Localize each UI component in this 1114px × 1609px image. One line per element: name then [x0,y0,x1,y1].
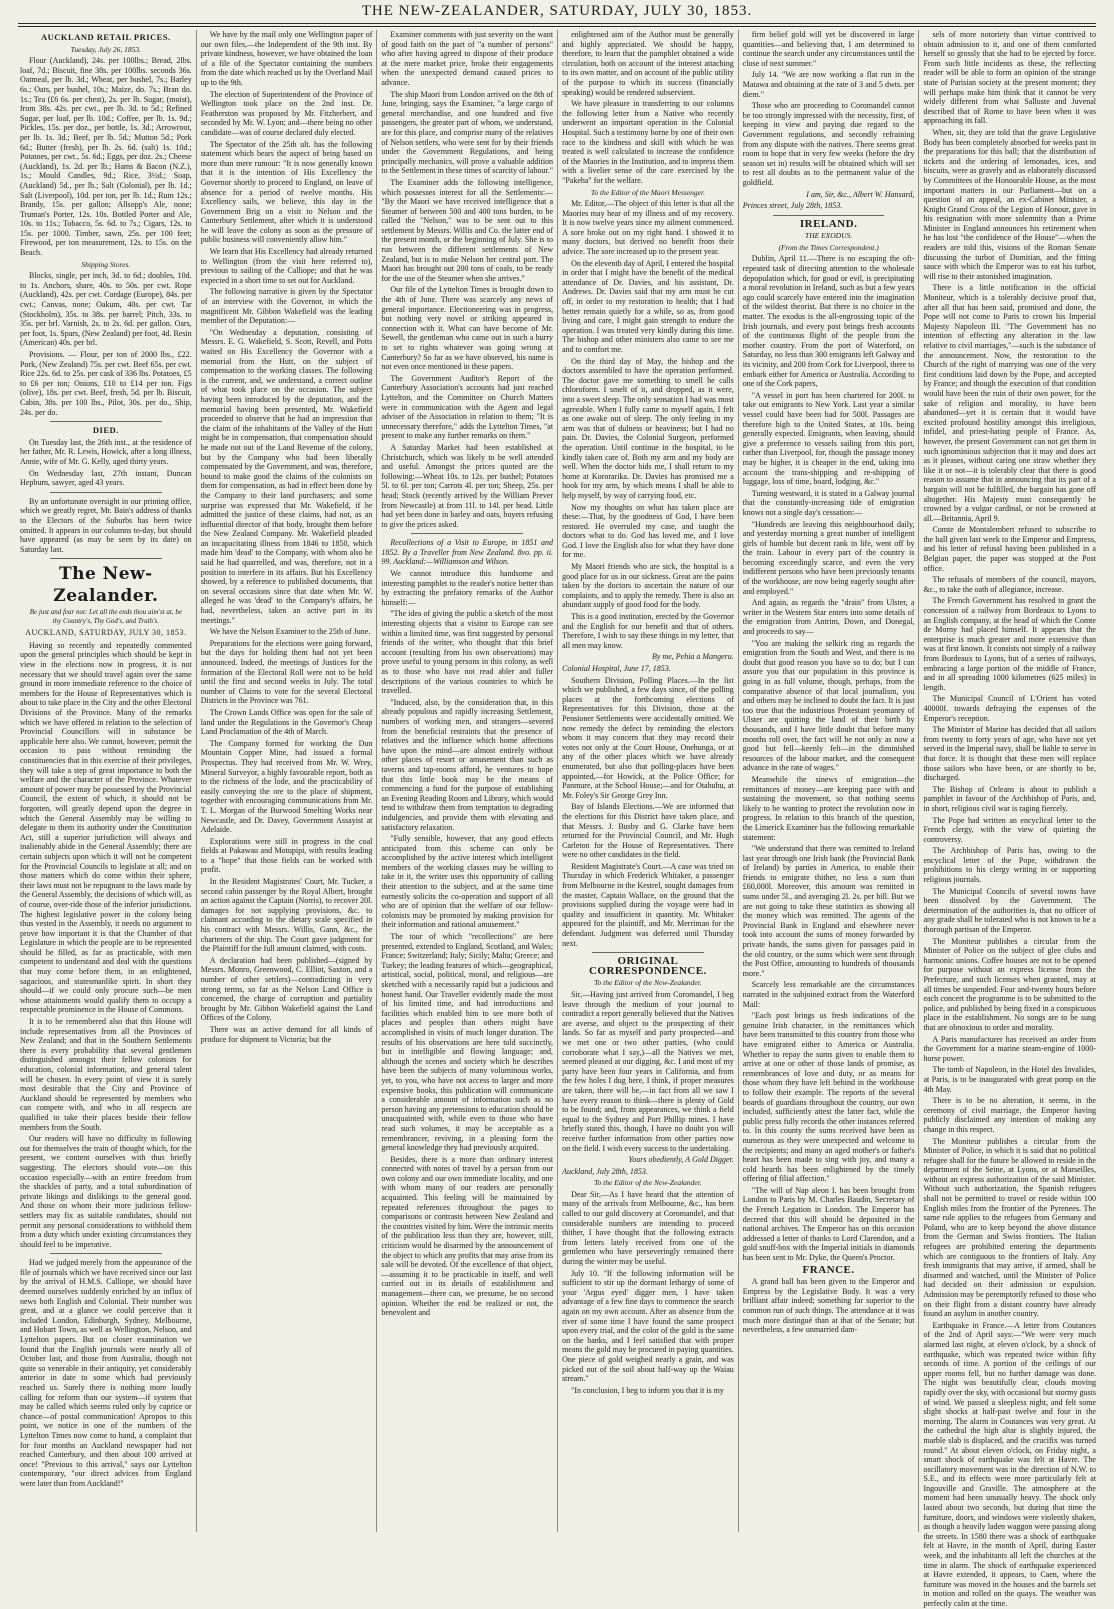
letter-signature: Yours obediently, A Gold Digger. [628,1155,734,1165]
column-6 [919,30,1100,1608]
article-paragraph: We cannot introduce this handsome and interesting pamphlet to the reader's notice better than by extracting the prefatory remarks of the Author himself:— [381,569,554,607]
editorial-paragraph: It is to be remembered also that this House will include representatives from all the Provinces of New Zealand; and that in the Southern Settlements there is every probability that several gentlemen distinguished amongst their fellow colonists for education, colonial information, and general talent will be chosen. In every point of view it is surely most desirable that the City and Province of Auckland should be represented by members who can compete with, and who in all respects are qualified to take their places beside their fellow members from the South. [20,1017,192,1132]
letter-address: To the Editor of the New-Zealander. [594,1178,702,1188]
article-paragraph: When, sir, they are told that the grave Legislative Body has been completely absorbed for weeks past in the preparations for this ball; that the distribution of tickets and the ordering of lemonades, ices, and biscuits, were as gravely and as elaborately discussed by Committees of the Honourable House, as the most important matters in our Parliament—but on a question of an appeal, an ex-Cabinet Minister, a Knight Grand Cross of the Legion of Honour, gave in his resignation with more solemnity than a Prime Minister in England announces his retirement when he has lost "the confidence of the House"—when the readers are told this, visions of the Roman Senate discussing the turbot of Domitian, and the fitting sauce with which the Emperor was to eat his turbot, will rise to their astonished imagination. [923,127,1096,281]
article-paragraph: "The will of Nap aleon I. has been brought from London to Paris by M. Charles Baudin, Secretary of the French Legation in London. The Emperor has decreed that this will should be deposited in the national archives. The Emperor has on this occasion addressed a letter of thanks to Lord Clarendon, and a gold snuff-box with the Imperial initials in diamonds has been sent to Mr. Dyke, the Queen's Proctor. [742,1185,915,1263]
article-paragraph: Besides, there is a more than ordinary interest connected with notes of travel by a person from our own colony and our own immediate locality, and one with whom many of our readers are personally acquainted. This feeling will be maintained by repeated references throughout the pages to comparisons or contrasts between New Zealand and the countries visited by him. Were the intrinsic merits of the publication less than they are, however, still, criticism would be disarmed by the announcement of the object to which any profits that may arise from its sale will be devoted. Of the excellence of that object, —assuming it to be practicable in itself, and well carried out in its details of establishment and management—there can, we presume, be no second opinion. Whether the end be realized or not, the benevolent and [381,1154,554,1318]
article-paragraph: "Fully sensible, however, that any good effects anticipated from this scheme can only be accomplished by the active interest which intelligent members of the working classes may be willing to take in it, the writer uses this opportunity of calling their attention to the subject, and at the same time earnestly solicits the co-operation and support of all who are of opinion that the welfare of our fellow-colonists may be promoted by making provision for their information and rational amusement." [381,834,554,930]
article-paragraph: The Crown Lands Office was open for the sale of land under the Regulations in the Governor's Cheap Land Proclamation of the 4th of March. [200,707,373,737]
letter-paragraph: On the eleventh day of April, I entered the hospital in order that I might have the benefit of the medical attendance of Dr. Davies, and his assistant, Dr. Andrews. Dr. Davies said that my arm must be cut off, in order to my restoration to health; that I had better remain quietly for a while, so as, from good living and care, I might gain strength to endure the operation. I was treated very kindly during this time. The bishop and other ministers also came to see me and to comfort me. [562,258,734,354]
letter-paragraph: Dear Sir,—As I have heard that the attention of many of the arrivals from Melbourne, &c., has been called to our gold discovery at Coromandel, and that considerable numbers are intending to proceed thither, I have thought that the following extracts from letters lately received from one of the gentlemen who have perseveringly remained there during the winter may be useful. [562,1189,734,1267]
article-paragraph: The Company formed for working the Dun Mountain Copper Mine, had issued a formal Prospectus. They had received from Mr. W. Wrey, Mineral Surveyor, a highly favourable report, both as to the richness of the lode, and the practicability of easily conveying the ore to the place of shipment, together with encouraging communications from Mr. T. L. Morgan of the Burwood Smelting Works near Newcastle, and Dr. Davey, Government Assayist at Adelaide. [200,738,373,835]
article-paragraph: The following narrative is given by the Spectator of an interview with the Governor, in which the magnificent Mr. Gibbon Wakefield was the leading member of the Deputation:— [200,287,373,326]
article-paragraph: Examiner comments with just severity on the want of good faith on the part of "a number of persons" who after having agreed to dispose of their produce at the mere market price, broke their engagements when the unexpected demand caused prices to advance. [381,30,554,87]
correspondence-heading: ORIGINAL CORRESPONDENCE. [588,955,707,977]
masthead-rule [18,23,1096,24]
provisions-text: Provisions. — Flour, per ton of 2000 lbs., £22. Pork, (New Zealand) 75s. per cwt. Beef 65s. per cwt. Rice 22s. 6d. to 25s. per cask of 336 lbs. Potatoes, £5 to £6 per ton; Onions, £10 to £14 per ton. Figs (olive), 18s. per cwt. Beef, fresh, 5d. per lb. Biscuit, Cabin, 38s. per 100 lbs., Pilot, 30s. per do., Ship, 24s. per do. [20,350,192,417]
letter-paragraph: Mr. Editor,—The object of this letter is that all the Maories may hear of my illness and of my recovery. It is now twelve years since my ailment commenced. A sore broke out on my right hand. I showed it to many doctors, but derived no benefit from their advice. The sore increased up to the present year. [562,199,734,257]
article-paragraph: Meanwhile the sinews of emigration—the remittances of money—are keeping pace with and sustaining the movement, so that nothing seems likely to be wanting to protect the revolution now in progress. In relation to this branch of the question, the Limerick Examiner has the following remarkable statement: [742,774,915,842]
letter-address: To the Editor of the Maori Messenger. [590,187,705,197]
column-1 [16,30,197,1532]
article-paragraph: The ship Maori from London arrived on the 8th of June, bringing, says the Examiner, "a large cargo of general merchandise, and one hundred and five passengers, the greater part of whom, we understand, are for this place, and comprise many of the relatives of Nelson settlers, who were sent for by their friends under the Government Regulations, and being principally mechanics, will prove a valuable addition to the Settlement in these times of scarcity of labour." [381,89,554,176]
letter-place: Princes street, July 28th, 1853. [742,201,843,211]
article-paragraph: The tomb of Napoleon, in the Hotel des Invalides, at Paris, is to be inaugurated with great pomp on the 4th May. [923,1065,1096,1094]
separator [50,1253,162,1254]
letter-paragraph: July 10. "If the following information will be sufficient to stir up the dormant lethargy of some of your 'Argus eyed' digger men, I have taken advantage of a few fine days to commence the search again on my own account. After an absence from the river of some time I have found the same prospect upon every trial, and the color of the gold is the same on the banks, and I feel satisfied that with proper means the gold may be procured in paying quantities. One piece of gold weighed nearly a grain, and was picked out of the soil about half-way up the Waiau stream." [562,1268,734,1384]
article-paragraph: The Examiner adds the following intelligence, which possesses interest for all the Settlements:— "By the Maori we have received intelligence that a Steamer of between 500 and 400 tons burden, to be called the "Nelson," was to be sent out to this settlement by Messrs. Willis and Co. the latter end of the present month, or the beginning of July. She is to run between the different settlements of New Zealand, but is to make Nelson her central port. The Maori has brought out 200 tons of coals, to be ready for the use of the Steamer when she arrives." [381,177,554,283]
article-paragraph: A Saturday Market had been established at Christchurch, which was likely to be well attended and useful. Amongst the prices quoted are the following:—Wheat 10s. to 12s. per bushel; Potatoes 5l. to 6l. per ton; Carrots 4l. per ton; Sheep, 25s. per head; Stock (recently arrived by the William Prever from Newcastle) at from 11l. to 14l. per head. Little had yet been done in barley and oats, buyers refusing to give the prices asked. [381,442,554,529]
letter-signature: By me, Pehia a Mangeru. [651,652,734,662]
shipping-stores-heading: Shipping Stores. [81,259,131,269]
editorial-dateline: AUCKLAND, SATURDAY, JULY 30, 1853. [25,628,187,638]
article-paragraph: Bay of Islands Elections.—We are informed that the elections for this District have taken place, and that Messrs. J. Busby and G. Clarke have been returned for the Provincial Council, and Mr. Hugh Carleton for the House of Representatives. There were no other candidates in the field. [562,802,734,860]
column-5 [739,30,920,1532]
article-paragraph: A declaration had been published—(signed by Messrs. Monro, Greenwood, C. Elliot, Saxton, and a number of other settlers)—contradicting in very strong terms, so far as the Nelson Land Office is concerned, the charge of corruption and partiality brought by Mr. Gibbon Wakefield against the Land Offices of the Colony. [200,955,373,1023]
article-paragraph: The refusals of members of the council, mayors, &c., to take the oath of allegiance, increase. [923,575,1096,594]
france-heading: FRANCE. [802,1263,855,1276]
article-paragraph: The Moniteur publishes a circular from the Minister of Police, in which it is said that no political refugee shall for the future be allowed to reside in the department of the Seine, at Lyons, or at Marseilles, without an express authorization of the said Minister. Without such authorization, the Spanish refugees shall not be permitted to travel or reside within 100 English miles from the frontier of the Pyrenees. The same rule applies to the refugees from Germany and Poland, who are to keep beyond the above distance from the German and Swiss frontiers. The Italian refugees are prohibited entering the departments which are contiguous to the frontiers of Italy. Any fresh immigrants that may arrive, if armed, shall be disarmed and watched, until the Minister of Police had decided on their admission or expulsion. Admission may be peremptorily refused to those who on their flight from a distant country have already found an asylum in another country. [923,1136,1096,1319]
article-paragraph: Scarcely less remarkable are the circumstances narrated in the subjoined extract from the Waterford Mail: [742,980,915,1009]
article-paragraph: And again, as regards the "drain" from Ulster, a writer in the Western Star enters into some details of the emigration from Antrim, Down, and Donegal, and proceeds to say— [742,598,915,637]
letter-paragraph: Those who are proceeding to Coromandel cannot be too strongly impressed with the necessity, first, of keeping in view and paying due regard to the Government regulations, and secondly refraining from any dispute with the natives. There seems great room to hope that in very few weeks (before the dry season set in) results will be obtained which will set to rest all doubts as to the permanent value of the goldfield. [742,101,915,187]
ireland-heading: IRELAND. [799,217,858,230]
separator [50,558,162,559]
article-paragraph: A grand ball has been given to the Emperor and Empress by the Legislative Body. It was a very brilliant affair indeed; something far superior to the common run of such things. The attendance at it was much more distingué than at that of the Senate; but nevertheless, a few unmarried dam- [742,1277,915,1335]
article-paragraph: Southern Division, Polling Places.—In the list which we published, a few days since, of the polling places at the forthcoming elections of Representatives for this Division, those at the Pensioner Settlements were accidentally omitted. We now remedy the defect by reminding the electors whom it may concern that they may record their votes not only at the Court House, Onehunga, or at any of the other places which we have already enumerated, but also that polling-places have been appointed,—for Howick, at the Police Office; for Panmure, at the School House;—and for Otahuhu, at Mr. Foley's Sir George Grey Inn. [562,675,734,800]
article-paragraph: The tour of which "recollections" are here presented, extended to England, Scotland, and Wales; France; Switzerland; Italy; Sicily; Malta; Greece; and Turkey; the leading features of which—geographical, artistical, social, political, moral, and religious—are sketched with a necessarily rapid but a judicious and honest hand. Our Traveller evidently made the most of his limited time, and had introductions and facilities which enabled him to see more both of places and peoples than others might have accomplished in visits of much longer duration. The results of his observations are here told succinctly, but in intelligible and flowing language; and, although the scenes and society which he describes have been the subjects of many voluminous works, yet, to you, who have not access to larger and more expensive books, this publication will communicate a considerable amount of information such as no person having any pretensions to education should be unacquainted with, while even to those who have read such volumes, it may be acceptable as a remembrancer, reviving, in a pleasing form the general knowledge they had previously acquired. [381,932,554,1153]
page-masthead: THE NEW-ZEALANDER, SATURDAY, JULY 30, 1853. [361,3,753,19]
separator [50,421,162,422]
article-paragraph: The Municipal Councils of several towns have been dissolved by the Government. The determination of the authorities is, that no officer of any grade shall be tolerated who is not known to be a thorough partisan of the Emperor. [923,886,1096,935]
article-paragraph: Preparations for the elections were going forward, but the days for holding them had not yet been announced. Indeed, the meetings of Justices for the formation of the Electoral Roll were not to be held until the first and second weeks in July. The total number of Claims to vote for the several Electoral Districts in the Province was 761. [200,638,373,706]
newspaper-title: The New-Zealander. [53,564,159,607]
article-paragraph: There is to be no alteration, it seems, in the ceremony of civil marriage, the Emperor having publicly disclaimed any intention of making any change in this respect. [923,1096,1096,1134]
article-paragraph: "On Wednesday a deputation, consisting of Messrs. E. G. Wakefield, S. Scott, Revell, and Potts waited on His Excellency the Governor with a memorial from the Hutt, on the subject of compensation to the working classes. The following is the current, and, we understand, a correct outline of what took place on the occasion. The subject having been introduced by the deputation, and the memorial having been presented, Mr. Wakefield proceeded to observe that he had an impression that the claim of the inhabitants of the Valley of the Hutt might be in compensation, that compensation should be made not out of the Land Revenue of the colony, but by the Company who had been liberally compensated by the Government, and was, therefore, bound to make good the claims of the colonists on them for compensation, as had in effect been done by the Company to their land purchasers; and some surprise was expressed that Mr. Wakefield, if he admitted the justice of these claims, had not, as an influential director of that body, brought them before the New Zealand Company. Mr. Wakefield pleaded an incapacitating illness from 1846 to 1850, which made him 'dead' to the Company, with whom also he said he had quarrelled, and was, therefore, not in a position to interfere in its affairs. But his Excellency showed, by a reference to published documents, that on several occasions since that date when Mr. W. alleged he was 'dead' to the Company's affairs, he had, nevertheless, taken an active part in its meetings." [200,327,373,625]
article-paragraph: The Minister of Marine has decided that all sailors from twenty to forty years of age, who have not yet served in the Imperial navy, shall be liable to serve in that force. It is thought that these men will replace those sailors who have been, or are shortly to be, discharged. [923,725,1096,783]
separator [592,952,704,953]
exodus-heading: THE EXODUS. [805,231,853,241]
death-notice: On Tuesday last, the 26th inst., at the residence of her father, Mr. R. Lewis, Howick, after a long illness, Annie, wife of Mr. G. Kelly, aged thirty years. [20,437,192,466]
article-paragraph: Resident Magistrate's Court.—A case was tried on Thursday in which Frederick Whitaker, a passenger from Melbourne in the Kestrel, sought damages from the master, Captain Wallace, on the ground that the provisions supplied during the voyage were bad in quality and insufficient in quantity. Mr. Whitaker appeared for the plaintiff, and Mr. Merriman for the defendant. Judgment was deferred until Thursday next. [562,861,734,948]
column-2 [197,30,378,1532]
editorial-paragraph: Had we judged merely from the appearance of the file of journals which we have received since our last by the arrival of H.M.S. Calliope, we should have deemed ourselves suddenly enriched by an influx of news both English and Colonial. Their number was great, and at a glance we could perceive that it included London, Edinburgh, Sydney, Melbourne, and Hobart Town, as well as Wellington, Nelson, and Lyttelton papers. But on closer examination we found that the English journals were nearly all of October last, and those from Australia, though not quite so venerable in their antiquity, yet considerably anterior in date to some which had previously reached us. Surely there is nothing more loudly calling for reform than our system—if system that may be called which seems ruled only by caprice or chance—of postal communication! Apropos to this point, we notice in one of the numbers of the Lyttelton Times now come to hand, a complaint that for four months an Auckland newspaper had not reached Canterbury, and then about 100 arrived at once! "Previous to this arrival," says our Lyttelton contemporary, "our direct advices from England were later than from Auckland!" [20,1258,192,1488]
article-paragraph: There was an active demand for all kinds of produce for shipment to Victoria; but the [200,1024,373,1044]
letter-paragraph: My Maori friends who are sick, the hospital is a good place for us in our sickness. Great are the pains taken by the doctors to ascertain the nature of our complaints, and to apply the remedy. There is also an abundant supply of good food for the body. [562,562,734,610]
newspaper-motto: Be just and fear not: Let all the ends thou aim'st at, be thy Country's, Thy God's, and Truth's. [29,608,182,625]
letter-signature: I am, Sir, &c., Albert W. Hansard, [806,189,915,199]
article-paragraph: Dublin, April 11.—There is no escaping the oft-repeated task of directing attention to the wholesale depopulation which, for good or evil, is precipitating a moral revolution in Ireland, such as but a few years ago could scarcely have entered into the imagination of the wildest theorist. But there is no choice in the matter. The exodus is the all-engrossing topic of the Irish journals, and every post brings fresh accounts of the continuous flight of the people from the mother country. From the port of Waterford, on Saturday, no less than 300 emigrants left Galway and its vicinity, and 200 from Cork for Liverpool, there to embark either for America or Australia. According to one of the Cork papers, [742,254,915,389]
article-paragraph: There is a little notification in the official Moniteur, which is a tolerably decisive proof that, after all that has been said, promised and done, the Pope will not come to Paris to crown his Imperial Majesty Napoleon III. "The Government has no intention of effecting any alteration in the law relative to civil marriages,"—such is the substance of the announcement. Now, the restoration to the Church of the right of marrying was one of the very first conditions laid down by the Pope, and accepted by France; and though the execution of that condition would have been the ruin of their own power, for the sake of religion and morality, to have been abandoned—yet it is certain that it would have excited profound hostility amongst this irreligious, infidel, and priest-hating people of France. As, however, the present Government can not get them in such ignominious subjection that it may and does act as it pleases, without caring one straw whether they like it or not—it is tolerably clear that there is good reason to assume that in announcing that its part of a bargain will not be fulfilled, the bargain has gone off altogether. His Majesty must consequently be crowned by a vulgar cardinal, or not be crowned at all.—Britannia, April 9. [923,283,1096,523]
letter-paragraph: This is a good institution, erected by the Governor and the English for our benefit and that of others. Therefore, I wish to say these things in my letter, that all men may know. [562,612,734,650]
letter-paragraph: firm belief gold will yet be discovered in large quantities—and believing that, I am determined to continue the search under any circumstances until the close of next summer." [742,30,915,68]
letter-paragraph: Now my thoughts on what has taken place are these:—That, by the goodness of God, I have been restored. He overruled my case, and taught the doctors what to do. God has loved me, and I love God. I love the English also for what they have done for me. [562,502,734,560]
retail-prices-heading: AUCKLAND RETAIL PRICES. [41,32,171,42]
article-paragraph: Comte de Montalembert refused to subscribe to the ball given last week to the Emperor and Empress, and his letter of refusal having been published in a Belgian paper, the paper was stopped at the Post office. [923,525,1096,573]
article-paragraph: We have the Nelson Examiner to the 25th of June. [209,627,371,637]
died-heading: DIED. [92,425,119,436]
column-4 [558,30,739,1532]
article-paragraph: Explorations were still in progress in the coal fields at Pakawau and Motupipi, with results leading to a "hope" that those fields can be worked with profit. [200,836,373,875]
article-paragraph: Our file of the Lyttelton Times is brought down to the 4th of June. There was scarcely any news of general importance. Electioneering was in progress, but nothing very novel or striking appeared in connection with it. What can have become of Mr. Sewell, the gentleman who came out in such a hurry to set to rights whatever was going wrong at Canterbury? So far as we have observed, his name is not even once mentioned in these papers. [381,285,554,372]
letter-paragraph: Sir,—Having just arrived from Coromandel, I beg leave through the medium of your journal to contradict a report generally believed that the Natives are averse, and object to the prospecting of their lands. So far as myself and party prospected—and we met one or two other parties, (who could corroborate what I say,)—all the Natives we met, seemed pleased at our digging, &c. I and most of my party have been four years in California, and from the few holes I dug here, I think, if proper measures are taken, there will be,—in fact from all we saw I have every reason to think—there is plenty of Gold to be found; and, from appearances, we think a field equal to the Sydney and Port Phillip mines. I have briefly stated this, though, I have no doubt you will receive further information from other parties now on the field. I wish every success to the undertaking. [562,990,734,1153]
article-paragraph: We learn that His Excellency had already returned to Wellington (from the visit here referred to), previous to sailing of the Calliope; and that he was expected in a short time to set out for Auckland. [200,247,373,285]
article-paragraph: "Induced, also, by the consideration that, in this already populous and rapidly increasing Settlement, numbers of working men, and strangers—severed from the beneficial restraints that the presence of relatives and the influence which home affections have upon the mind—are almost entirely without other places of resort or amusement than such as taverns and tap-rooms afford, he ventures to hope that this little book may be the means of commencing a fund for the purpose of establishing an Evening Reading Room and Library, which would tend to withdraw them from temptation to degrading indulgencies, and provide them with elevating and satisfactory relaxation. [381,697,554,832]
printing-notice: By an unfortunate oversight in our printing office, which we greatly regret, Mr. Bain's address of thanks to the Electors of the Suburbs has been twice omitted. It appears in our columns to-day, but should have appeared (as may be seen by its date) on Saturday last. [20,496,192,554]
article-paragraph: A Paris manufacturer has received an order from the Government for a marine steam-engine of 1000-horse power. [923,1034,1096,1063]
article-paragraph: The Spectator of the 25th ult. has the following statement which bears the aspect of being based on more than mere rumour: "It is now generally known that it is the intention of His Excellency the Governor shortly to proceed to England, on leave of absence for a period of twelve months. His Excellency sails, we believe, this day in the Government Brig on a visit to Nelson and the Canterbury Settlement, after which it is understood he will leave the colony as soon as the pressure of public business will conveniently allow him." [200,139,373,245]
article-paragraph: We have pleasure in transferring to our columns the following letter from a Native who recently underwent an important operation in the Colonial Hospital. Such a testimony borne by one of their own race to the kindness and skill with which he was treated is well calculated to increase the confidence of the Maories in the Institution, and to impress them with a livelier sense of the care exercised by the "Pakeha" for the welfare. [562,99,734,185]
letter-place: Colonial Hospital, June 17, 1853. [562,664,671,673]
article-paragraph: In the Resident Magistrates' Court, Mr. Tucker, a second cabin passenger by the Royal Albert, brought an action against the Captain (Norris), to recover 20l. damages for not supplying provisions, &c. to claimant according to the dietary scale specified in his contract with Messrs. Willis, Gann, &c., the charterers of the ship. The Court gave judgment for the Plaintiff for the full amount claimed, with costs. [200,877,373,954]
editorial-paragraph: Our readers will have no difficulty in following out for themselves the train of thought which, for the present, we content ourselves with thus briefly suggesting. The electors should vote—on this occasion especially—with an entire freedom from the shackles of party, and a total subordination of private likings and dislikings to the general good. And those on whom their more judicious fellow-settlers may fix as suitable candidates, should not permit any personal considerations to withhold them from a duty which under existing circumstances they should feel to be imperative. [20,1134,192,1249]
separator [50,492,162,493]
letter-address: To the Editor of the New-Zealander. [594,978,702,988]
article-paragraph: The French Government has resolved to grant the concession of a railway from Bordeaux to Lyons to an English company, at the head of which the Comte de Morny had placed himself. It appears that the enterprise is much greater and more extensive than was at first known. It consists not simply of a railway from Bordeaux to Lyons, but of a series of railways, embracing a large portion of the middle of France, and in all spreading 1000 kilometres (625 miles) in length. [923,596,1096,692]
article-paragraph: "A vessel in port has been chartered for 200l. to take out emigrants to New York. Last year a similar vessel could have been had for 500l. Passages are therefore high to the United States, at 10s. being generally expected. Emigrants, when leaving, should give a preference to vessels sailing from this port, rather than Liverpool, for, though the passage money may be higher, it is cheaper in the end, taking into account the trans-shipping and re-shipping of luggage, loss of time, board, lodging, &c." [742,390,915,487]
review-heading: Recollections of a Visit to Europe, in 1851 and 1852. By a Traveller from New Zealand. 8vo. pp. ii. 99. Auckland:—Williamson and Wilson. [381,538,554,567]
article-paragraph: The Government Auditor's Report of the Canterbury Association's accounts had just reached Lyttelton, and the Committee on Church Matters were in communication with the Agent and legal adviser of the Association in relation to them; "It is unnecessary therefore," adds the Lyttelton Times, "at present to make any further remarks on them." [381,373,554,441]
article-paragraph: The Moniteur publishes a circular from the Minister of Police on the subject of glee clubs and harmonic unions. Coffee houses are not to be opened for purpose without an express license from the Prefecture, and such licenses when granted, may at all times be suspended. Four and-twenty hours before each concert the programme is to be submitted to the police, and published by being fixed in a conspicuous place in the establishment. No songs are to be sung that are obnoxious to order and morality. [923,936,1096,1032]
article-paragraph: The Archbishop of Paris has, owing to the encyclical letter of the Pope, withdrawn the prohibitions to his clergy writing in or supporting religious journals. [923,846,1096,885]
retail-prices-date: Tuesday, July 26, 1853. [70,44,142,54]
article-paragraph: enlightened aim of the Author must be generally and highly appreciated. We should be happy, therefore, to learn that the pamphlet obtained a wide circulation, both on account of the interest attaching to its own matter, and on account of the public utility of the purpose to which its success (financially speaking) would be rendered subservient. [562,30,734,97]
article-paragraph: The Municipal Council of L'Orient has voted 40000f. towards defraying the expenses of the Emperor's reception. [923,694,1096,723]
article-paragraph: Earthquake in France.—A letter from Coutances of the 2nd of April says:—"We were very much alarmed last night, at eleven o'clock, by a shock of earthquake, which was repeated twice within fifty seconds of time. A portion of the ceilings of our upper rooms fell, but no further damage was done. The night was beautifully clear, clouds moving rapidly over the sky, with occasional but stormy gusts of wind. We passed a sleepless night, and felt some slight shocks at half-past twelve and four in the morning. The alarm in Coutances was very great. At the cathedral the high altar is slightly injured, the marble slab is displaced, and the crucifix was turned round." At about eleven o'clock, on Friday night, a smart shock of earthquake was felt at Havre. The oscillatory movement was in the direction of N.W. to S.E., and its effects were more particularly felt at Ingouville and Graville. The atmosphere at the moment had been unusually heavy. The shock only lasted about two seconds, but during that time the furniture, doors, and windows were violently shaken, as though a heavily laden waggon were passing along the streets. In 1580 there was a shock of earthquake felt at Havre, in the month of April, during Easter week, and the inhabitants all left the churches at the time in alarm. The shock of earthquake experienced at Havre extended, it appears, to Caen, where the furniture was moved in the houses and the barrels set in motion and rolled on the quays. The weather was perfectly calm at the time. [923,1320,1096,1608]
article-paragraph: "The idea of giving the public a sketch of the most interesting objects that a visitor to Europe can see within a limited time, was first suggested by personal friends of the writer, who thought that this brief account (resulting from his own observations) may prove useful to young persons in this colony, as well as to those who have not read abler and fuller descriptions of the various countries to which he travelled. [381,609,554,696]
ireland-source: (From the Times Correspondent.) [778,242,879,252]
article-paragraph: sels of more notoriety than virtue contrived to obtain admission to it, and one of them comforted herself so grossly that she had to be ejected by force. From such little incidents as these, the reflecting reader will be able to form an opinion of the strange state of Parisian society at the present moment; they will perhaps make him think that it cannot be very widely different from what Salluste and Juvenal described that of Rome to have been when it was approaching its fall. [923,30,1096,126]
shipping-stores-text: Blocks, single, per inch, 3d. to 6d.; doubles, 10d. to 1s. Anchors, share, 40s. to 50s. per cwt. Rope (Auckland), 42s. per cwt. Cordage (Europe), 84s. per cwt.; Canvas, none; Oakum, 40s. per cwt. Tar (Stockholm), 35s. to 38s. per barrel; Pitch, 33s. to 35s. per brl. Varnish, 2s. to 2s. 6d. per gallon. Oars, per foot, 1s. Spars, (New Zealand) per foot, 4d. Resin (American) 40s. per brl. [20,271,192,348]
article-paragraph: "You are making the selkirk ring as regards the emigration from the South and West, and there is no doubt that good reason you have so to do; but I can assure you that our population in this province is going in as full volume, though, perhaps, from the comparative absence of that local journalism, you and others may be inclined to doubt the fact. It is just too true that the industrious Protestant yeomanry of Ulster are quitting the land of their birth by thousands, and I have little doubt that before many months roll over, the fact will be not only as now a good but fell—keenly felt—in the diminished resources of the labour market, and the consequent advance in the rate of wages." [742,638,915,773]
letter-paragraph: "In conclusion, I beg to inform you that it is my [571,1385,724,1395]
article-paragraph: The election of Superintendent of the Province of Wellington took place on the 2nd inst. Dr. Featherston was proposed by Mr. Fitzherbert, and seconded by Mr. W. Lyon; and—there being no other candidate—was of course declared duly elected. [200,89,373,137]
article-paragraph: We have by the mail only one Wellington paper of our own files,—the Independent of the 9th inst. By private kindness, however, we have obtained the loan of a file of the Spectator containing the numbers from the date which reached us by the Overland Mail up to the 9th. [200,30,373,87]
column-container [16,30,1100,1608]
retail-prices-text: Flour (Auckland), 24s. per 100lbs.; Bread, 2lbs. loaf, 7d.; Biscuit, fine 38s. per 100lbs. seconds 36s. Oatmeal, per lb. 3d.; Wheat, per bushel, 7s.; Barley 6s.; Oats, per bushel, 10s.; Maize, do. 7s.; Bran do. 1s.; Tea (£6 6s. per chest), 2s. per lb. Sugar, (moist), from 38s. 42s. per cwt., per lb. 3d. to 5d.; Refined Sugar, per loaf, per lb. 10d.; Coffee, per lb. 1s. 9d.; Pickles, 15s. per doz., per bottle, 1s. 3d.; Arrowroot, per lb. 1s. 3d.; Beef, per lb. 5d.; Mutton 5d.; Pork 6d.; Butter (fresh), per lb. 2s. 6d. (salt) 1s. 10d.; Potatoes, per cwt., 5s. 6d.; Eggs, per doz. 2s.; Cheese (Auckland), 1s. 2d. per lb.; Hams & Bacon (N.Z.), 1s.; Mould Candles, 9d.; Rice, 3½d.; Soap, (Auckland) 5d., per lb.; Salt (Colonial), per lb. 1d.; Salt (Liverpool), 10d. per ton, per lb. 1d.; Rum 12s.; Brandy, 15s. per gallon; Allsopp's Ale, none; Truman's Porter, 12s. 10s. Bottled Porter and Ale, 10s. to 11s.; Tobacco, 5s. 6d. to 7s.; Cigars, 12s. to 15s. per 1000. Timber, sawn, 25s. per 100 feet; Firewood, per ton measurement, 12s. to 15s. on the Beach. [20,56,192,258]
article-paragraph: "Each post brings us fresh indications of the genuine Irish character, in the remittances which have been transmitted to this country from those who have emigrated either to America or Australia. Whether to repay the sums given to enable them to arrive at one or other of those lands of promise, as remembrances of love and duty, or as means for those whom they have left behind in the workhouse to follow their example. The reports of the several boards of guardians throughout the country, our own included, sufficiently attest the latter fact, while the public press fully records the other instances referred to. In this county the sums received have been as numerous as they were unexpected and welcome to the recipients; and many an aged mother's or father's heart has been made to sing with joy, and many a cold hearth has been enlightened by the timely offering of filial affection." [742,1011,915,1184]
editorial-paragraph: Having so recently and repeatedly commented upon the general principles which should be kept in view in the elections now in progress, it is not necessary that we should travel again over the same ground in more immediate reference to the choice of members for the House of Representatives which is about to take place in the City and the other Electoral Divisions of the Province. Many of the remarks which we have offered in relation to the selection of Provincial Councillors will in substance be applicable here also. We cannot, however, permit the occasion to pass without reminding the constituencies that in this exercise of their privileges, they will take a step of great importance to both the welfare and the character of the Province. Whatever amount of power may be possessed by the Provincial Council, the extent of which, it should not be forgotten, will greatly depend upon the degree in which the General Assembly may be willing to delegate to them its authority under the Constitution Act, still a superior jurisdiction will always and inalienably abide in the General Assembly; there are certain subjects upon which it will not be competent for the Provincial Councils to legislate at all; and on those matters which do come within their sphere, their laws must not be repugnant to the laws made by the General Assembly, the decisions of which will, as of course, over-ride those of the inferior jurisdictions. The highest legislative power in the colony being thus vested in the Assembly, it needs no argument to prove how important it is that the Chamber of that Legislature in which the people are to be represented should be filled, as far as practicable, with men competent to understand and deal with the questions that may come before them, in an enlightened, sagacious, and statesmanlike spirit. In short they should—if we could only procure such—be men whose attainments would qualify them to occupy a respectable prominence in the House of Commons. [20,640,192,1015]
letter-place: Auckland, July 28th, 1853. [562,1166,648,1176]
letter-paragraph: On the third day of May, the bishop and the doctors assembled to have the operation performed. The doctor gave me something to smell he calls chloroform. I smelt of it, and dropped, as it were, into a sweet sleep. The only sensation I had was most agreeable. When I fully came to myself again, I felt as one awake out of sleep. The only feeling in my arm was that of dulness or heaviness; but I had no pain. Dr. Davies, the Colonial Surgeon, performed the operation. Until continue in the hospital, to be kindly taken care of. Both my arm and my body are well. When the doctor bids me, I shall return to my home at Kororarika. Dr. Davies has promised me a hook for my arm, by which means I shall be able to help myself, by way of carrying food, etc. [562,356,734,500]
separator [411,533,523,534]
article-paragraph: The Pope had written an encyclical letter to the French clergy, with the view of quieting the controversy. [923,815,1096,844]
separator [773,215,885,216]
article-paragraph: "We understand that there was remitted to Ireland last year through one Irish bank (the Provincial Bank of Ireland) by parties in America, to enable their friends to emigrate thither, no less a sum than £60,000l. Moreover, this amount was remitted in sums under 5l., and averaging 2l. 2s. per bill. But we are not going to take these statistics as showing all the money which was remitted. The agents of the Provincial Bank in England and elsewhere never took into account the sums of money forwarded by private hands, the sums given for passages paid in the old country, or the sums which were sent through the Post Office, amounting to hundreds of thousands more." [742,844,915,978]
article-paragraph: Turning westward, it is stated in a Galway journal that the constantly-increasing tide of emigration knows not a single day's cessation:— [742,488,915,517]
column-3 [377,30,558,1532]
article-paragraph: The Bishop of Orleans is about to publish a pamphlet in favour of the Archbishop of Paris, and, in short, religious civil war is raging fiercely. [923,784,1096,813]
masthead-rule-lower [18,26,1096,27]
death-notice-2: On Wednesday last, 27th instant, Duncan Hepburn, sawyer, aged 43 years. [20,468,192,488]
article-paragraph: "Hundreds are leaving this neighbourhood daily, and yesterday morning a great number of intelligent girls of humble but decent rank in life, went off by the train. Labour in every part of the country is becoming exceedingly scarce, and even the very indifferent persons who have been previously tenants of the workhouse, are now being eagerly sought after and employed." [742,519,915,596]
letter-paragraph: July 14. "We are now working a flat run in the Matawa and obtaining at the rate of 3 and 5 dwts. per diem." [742,70,915,99]
